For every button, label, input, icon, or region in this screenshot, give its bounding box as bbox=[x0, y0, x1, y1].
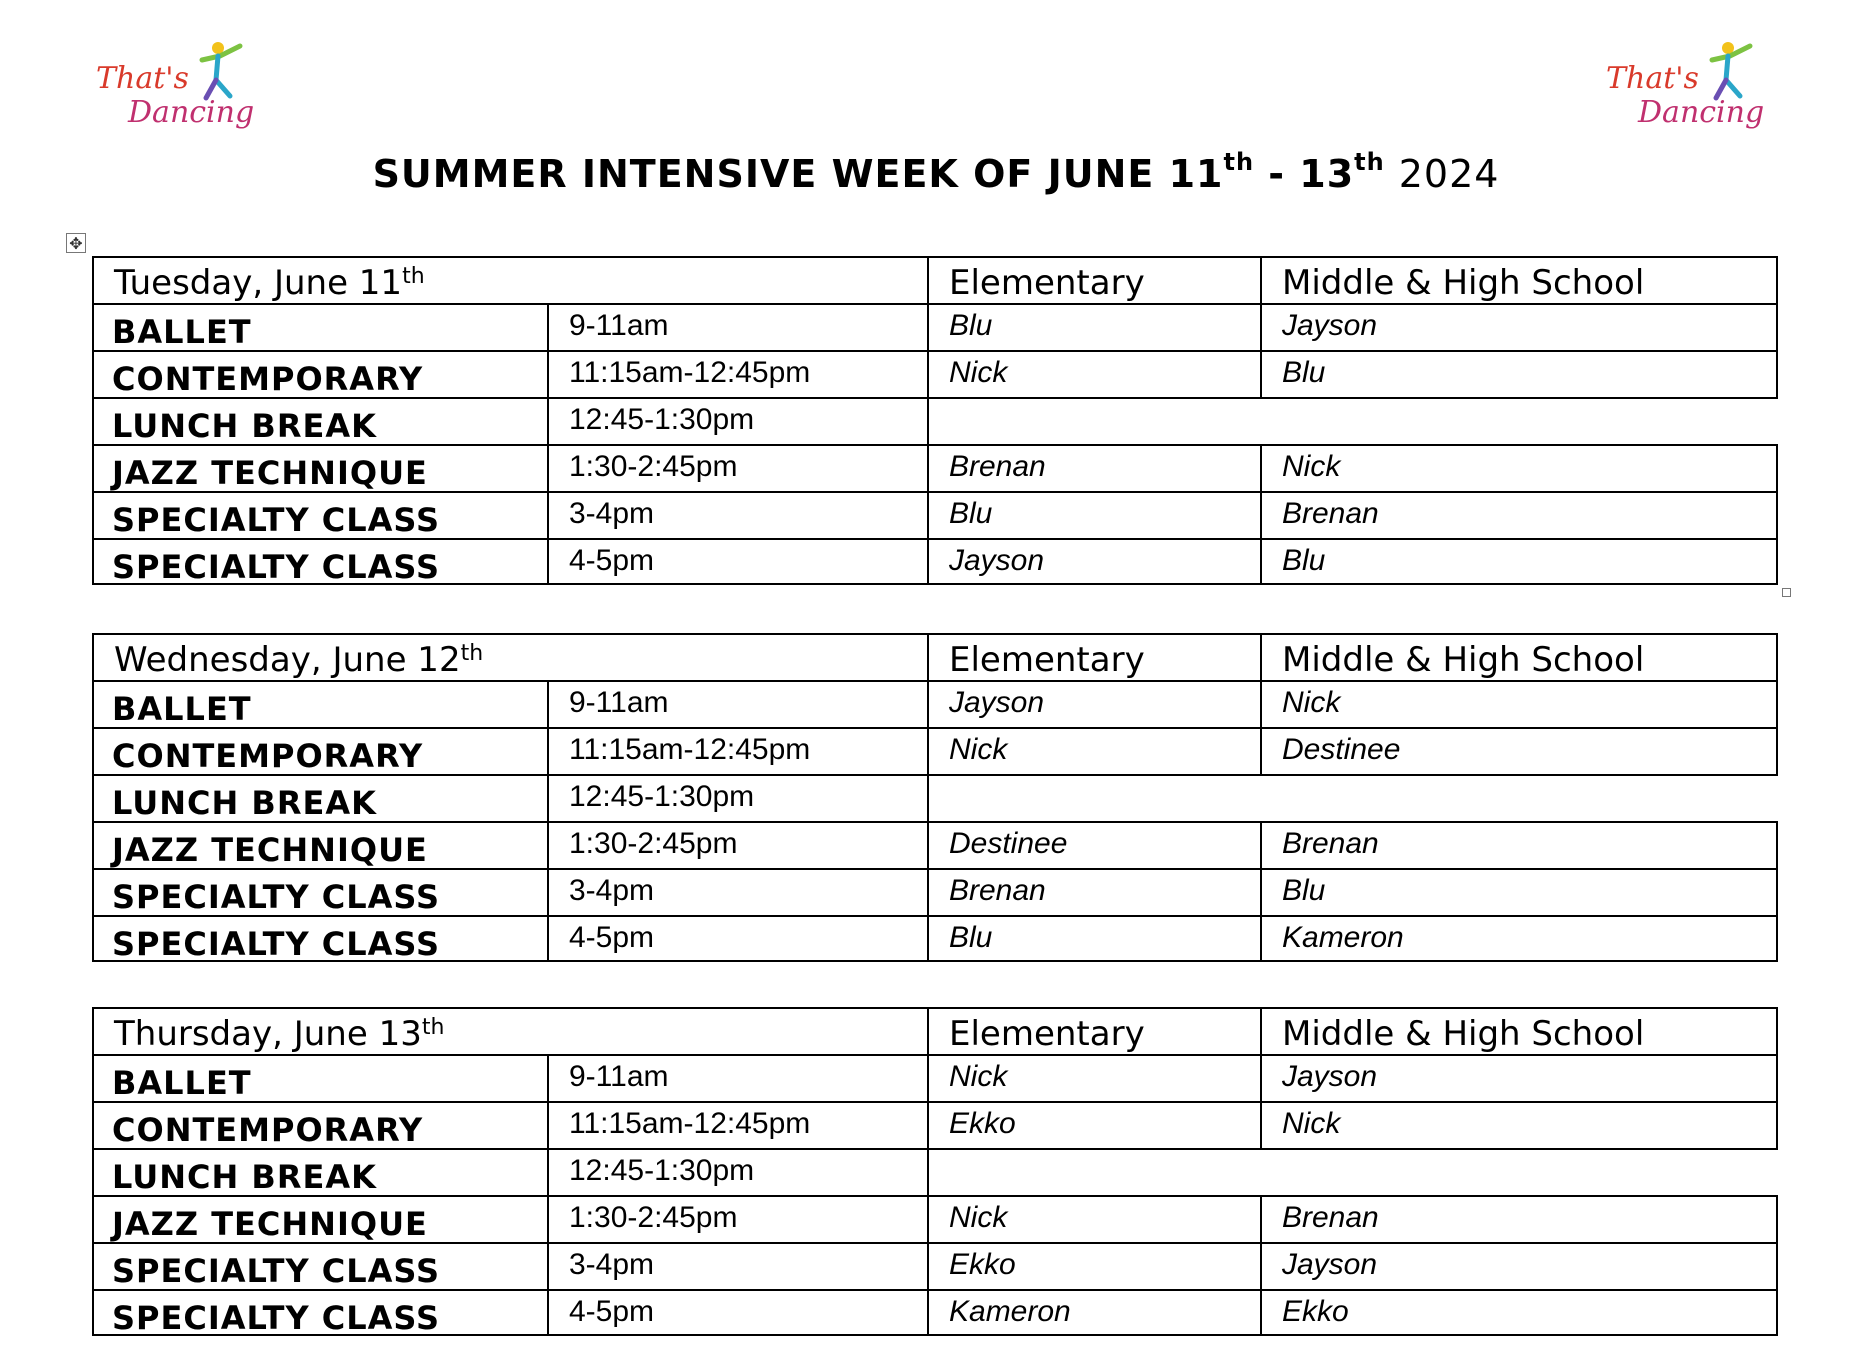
column-header-elementary: Elementary bbox=[927, 633, 1260, 680]
dancer-logo-icon bbox=[1600, 40, 1770, 140]
time-cell: 9-11am bbox=[547, 1054, 927, 1101]
middle-high-instructor-cell: Blu bbox=[1260, 538, 1778, 585]
column-header-elementary: Elementary bbox=[927, 1007, 1260, 1054]
class-name-cell: CONTEMPORARY bbox=[92, 350, 547, 397]
page-title bbox=[0, 148, 1872, 196]
class-name-cell: BALLET bbox=[92, 680, 547, 727]
middle-high-instructor-cell: Jayson bbox=[1260, 1054, 1778, 1101]
time-cell: 9-11am bbox=[547, 680, 927, 727]
table-row bbox=[92, 1289, 1778, 1336]
table-row bbox=[92, 1148, 1778, 1195]
svg-text:Dancing: Dancing bbox=[1638, 95, 1765, 130]
svg-text:Dancing: Dancing bbox=[128, 95, 255, 130]
table-header-row bbox=[92, 1007, 1778, 1054]
column-header-middle-high: Middle & High School bbox=[1260, 633, 1778, 680]
elementary-instructor-cell: Jayson bbox=[927, 538, 1260, 585]
title-sup-1: th bbox=[1223, 148, 1255, 176]
table-row bbox=[92, 538, 1778, 585]
day-label: Wednesday, June 12 bbox=[114, 640, 461, 680]
middle-high-instructor-cell: Nick bbox=[1260, 444, 1778, 491]
day-schedule-table bbox=[92, 256, 1778, 585]
time-cell: 12:45-1:30pm bbox=[547, 774, 927, 821]
elementary-instructor-cell: Destinee bbox=[927, 821, 1260, 868]
class-name-cell: SPECIALTY CLASS bbox=[92, 868, 547, 915]
class-name-cell: SPECIALTY CLASS bbox=[92, 491, 547, 538]
table-row bbox=[92, 397, 1778, 444]
dancer-logo-icon bbox=[90, 40, 260, 140]
thats-dancing-logo-left bbox=[90, 40, 260, 140]
day-schedule-table bbox=[92, 633, 1778, 962]
class-name-cell: LUNCH BREAK bbox=[92, 1148, 547, 1195]
class-name-cell: LUNCH BREAK bbox=[92, 774, 547, 821]
time-cell: 11:15am-12:45pm bbox=[547, 727, 927, 774]
elementary-instructor-cell: Ekko bbox=[927, 1101, 1260, 1148]
table-row bbox=[92, 1242, 1778, 1289]
middle-high-instructor-cell: Jayson bbox=[1260, 1242, 1778, 1289]
middle-high-instructor-cell: Brenan bbox=[1260, 1195, 1778, 1242]
lunch-blank-cell bbox=[927, 397, 1778, 444]
class-name-cell: BALLET bbox=[92, 1054, 547, 1101]
middle-high-instructor-cell: Blu bbox=[1260, 350, 1778, 397]
table-row bbox=[92, 727, 1778, 774]
middle-high-instructor-cell: Blu bbox=[1260, 868, 1778, 915]
time-cell: 11:15am-12:45pm bbox=[547, 350, 927, 397]
table-row bbox=[92, 680, 1778, 727]
column-header-middle-high: Middle & High School bbox=[1260, 256, 1778, 303]
class-name-cell: SPECIALTY CLASS bbox=[92, 915, 547, 962]
table-row bbox=[92, 915, 1778, 962]
time-cell: 3-4pm bbox=[547, 868, 927, 915]
table-header-row bbox=[92, 256, 1778, 303]
elementary-instructor-cell: Kameron bbox=[927, 1289, 1260, 1336]
time-cell: 1:30-2:45pm bbox=[547, 444, 927, 491]
time-cell: 11:15am-12:45pm bbox=[547, 1101, 927, 1148]
elementary-instructor-cell: Blu bbox=[927, 491, 1260, 538]
table-row bbox=[92, 303, 1778, 350]
time-cell: 4-5pm bbox=[547, 915, 927, 962]
elementary-instructor-cell: Nick bbox=[927, 350, 1260, 397]
table-header-row bbox=[92, 633, 1778, 680]
class-name-cell: JAZZ TECHNIQUE bbox=[92, 444, 547, 491]
day-schedule-table bbox=[92, 1007, 1778, 1336]
day-label: Thursday, June 13 bbox=[114, 1014, 422, 1054]
middle-high-instructor-cell: Destinee bbox=[1260, 727, 1778, 774]
day-sup: th bbox=[460, 641, 484, 666]
table-row bbox=[92, 868, 1778, 915]
elementary-instructor-cell: Brenan bbox=[927, 444, 1260, 491]
elementary-instructor-cell: Nick bbox=[927, 727, 1260, 774]
elementary-instructor-cell: Nick bbox=[927, 1195, 1260, 1242]
title-year: 2024 bbox=[1398, 152, 1500, 196]
elementary-instructor-cell: Brenan bbox=[927, 868, 1260, 915]
day-heading bbox=[92, 256, 927, 303]
elementary-instructor-cell: Ekko bbox=[927, 1242, 1260, 1289]
day-heading bbox=[92, 1007, 927, 1054]
middle-high-instructor-cell: Nick bbox=[1260, 1101, 1778, 1148]
lunch-blank-cell bbox=[927, 774, 1778, 821]
middle-high-instructor-cell: Nick bbox=[1260, 680, 1778, 727]
table-row bbox=[92, 350, 1778, 397]
class-name-cell: LUNCH BREAK bbox=[92, 397, 547, 444]
table-row bbox=[92, 1054, 1778, 1101]
svg-text:That's: That's bbox=[96, 61, 189, 96]
elementary-instructor-cell: Blu bbox=[927, 303, 1260, 350]
middle-high-instructor-cell: Ekko bbox=[1260, 1289, 1778, 1336]
time-cell: 1:30-2:45pm bbox=[547, 1195, 927, 1242]
middle-high-instructor-cell: Kameron bbox=[1260, 915, 1778, 962]
table-row bbox=[92, 1101, 1778, 1148]
title-text: SUMMER INTENSIVE WEEK OF JUNE 11 bbox=[372, 152, 1224, 196]
middle-high-instructor-cell: Jayson bbox=[1260, 303, 1778, 350]
class-name-cell: CONTEMPORARY bbox=[92, 727, 547, 774]
elementary-instructor-cell: Nick bbox=[927, 1054, 1260, 1101]
day-sup: th bbox=[421, 1015, 445, 1040]
column-header-middle-high: Middle & High School bbox=[1260, 1007, 1778, 1054]
column-header-elementary: Elementary bbox=[927, 256, 1260, 303]
time-cell: 4-5pm bbox=[547, 538, 927, 585]
table-row bbox=[92, 1195, 1778, 1242]
day-heading bbox=[92, 633, 927, 680]
time-cell: 1:30-2:45pm bbox=[547, 821, 927, 868]
table-row bbox=[92, 444, 1778, 491]
lunch-blank-cell bbox=[927, 1148, 1778, 1195]
elementary-instructor-cell: Blu bbox=[927, 915, 1260, 962]
time-cell: 3-4pm bbox=[547, 491, 927, 538]
title-sup-2: th bbox=[1354, 148, 1385, 176]
day-label: Tuesday, June 11 bbox=[114, 263, 403, 303]
class-name-cell: SPECIALTY CLASS bbox=[92, 1289, 547, 1336]
table-move-handle-icon[interactable]: ✥ bbox=[66, 233, 86, 253]
class-name-cell: CONTEMPORARY bbox=[92, 1101, 547, 1148]
time-cell: 4-5pm bbox=[547, 1289, 927, 1336]
table-row bbox=[92, 821, 1778, 868]
table-resize-handle[interactable] bbox=[1782, 588, 1791, 597]
thats-dancing-logo-right bbox=[1600, 40, 1770, 140]
class-name-cell: BALLET bbox=[92, 303, 547, 350]
time-cell: 9-11am bbox=[547, 303, 927, 350]
svg-text:That's: That's bbox=[1606, 61, 1699, 96]
title-text-2: - 13 bbox=[1254, 152, 1355, 196]
time-cell: 12:45-1:30pm bbox=[547, 397, 927, 444]
time-cell: 3-4pm bbox=[547, 1242, 927, 1289]
middle-high-instructor-cell: Brenan bbox=[1260, 821, 1778, 868]
time-cell: 12:45-1:30pm bbox=[547, 1148, 927, 1195]
class-name-cell: SPECIALTY CLASS bbox=[92, 1242, 547, 1289]
class-name-cell: SPECIALTY CLASS bbox=[92, 538, 547, 585]
table-row bbox=[92, 491, 1778, 538]
middle-high-instructor-cell: Brenan bbox=[1260, 491, 1778, 538]
elementary-instructor-cell: Jayson bbox=[927, 680, 1260, 727]
day-sup: th bbox=[402, 264, 425, 289]
table-row bbox=[92, 774, 1778, 821]
class-name-cell: JAZZ TECHNIQUE bbox=[92, 821, 547, 868]
class-name-cell: JAZZ TECHNIQUE bbox=[92, 1195, 547, 1242]
